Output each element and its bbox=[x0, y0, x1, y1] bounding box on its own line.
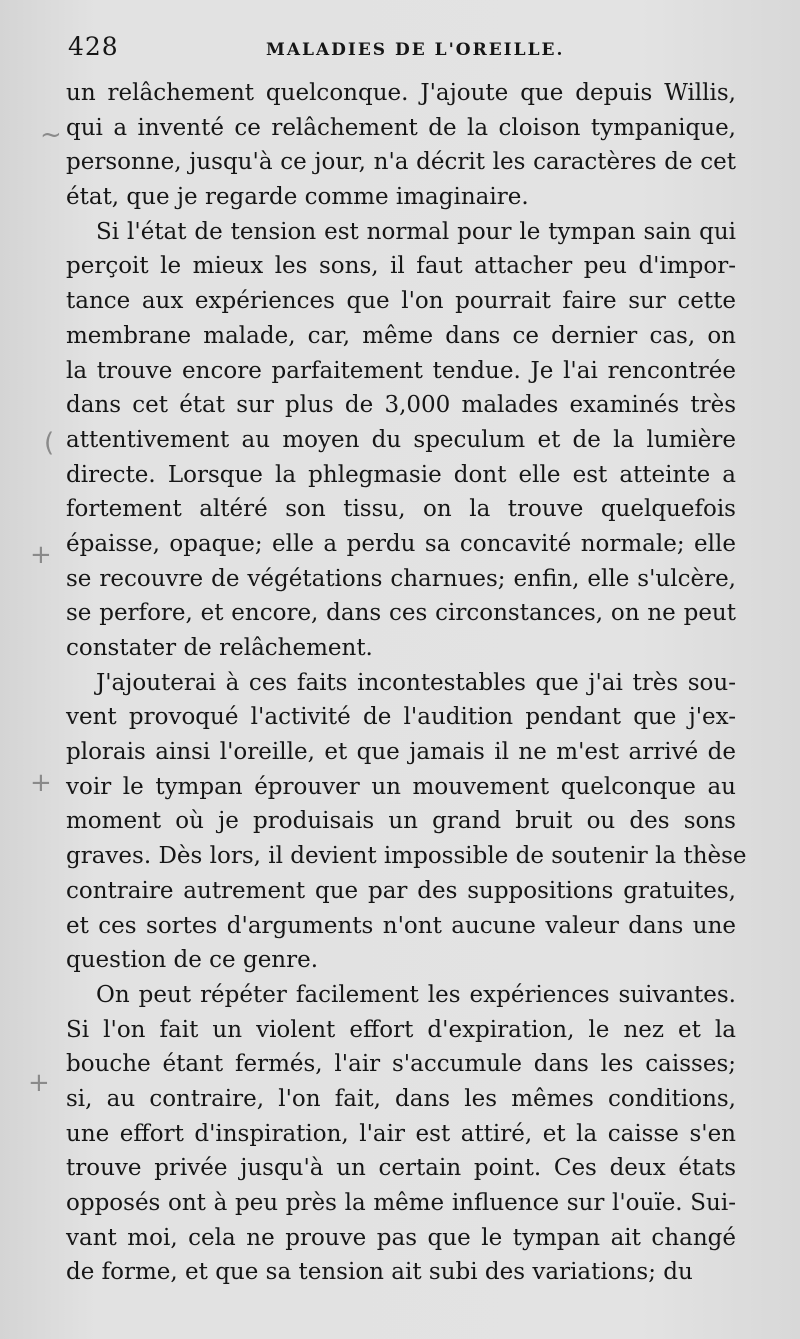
paragraph bbox=[66, 666, 747, 978]
paragraph bbox=[66, 215, 736, 666]
text-line: On peut répéter facilement les expériences suivantes. bbox=[96, 981, 736, 1008]
page-header bbox=[68, 32, 734, 72]
text-line: perçoit le mieux les sons, il faut attacher peu d'impor- bbox=[66, 253, 736, 280]
text-line: un relâchement quelconque. J'ajoute que depuis Willis, bbox=[66, 80, 736, 106]
text-line: vant moi, cela ne prouve pas que le tympan ait changé bbox=[66, 1224, 736, 1251]
text-line: vent provoqué l'activité de l'audition pendant que j'ex- bbox=[66, 704, 736, 731]
text-line: J'ajouterai à ces faits incontestables que j'ai très sou- bbox=[96, 669, 736, 696]
running-title: MALADIES DE L'OREILLE. bbox=[266, 40, 565, 60]
margin-mark: + bbox=[30, 768, 52, 798]
text-line: fortement altéré son tissu, on la trouve quelquefois bbox=[66, 496, 736, 523]
text-line: épaisse, opaque; elle a perdu sa concavité normale; elle bbox=[66, 530, 736, 557]
text-line: se perfore, et encore, dans ces circonstances, on ne peut bbox=[66, 600, 736, 627]
margin-mark: + bbox=[30, 540, 52, 570]
text-line: et ces sortes d'arguments n'ont aucune valeur dans une bbox=[66, 912, 736, 939]
text-line: Si l'état de tension est normal pour le tympan sain qui bbox=[96, 218, 736, 245]
margin-mark: + bbox=[28, 1068, 50, 1098]
body-text bbox=[66, 76, 747, 1290]
text-line: constater de relâchement. bbox=[66, 635, 373, 661]
text-line: membrane malade, car, même dans ce dernier cas, on bbox=[66, 322, 736, 349]
text-line: dans cet état sur plus de 3,000 malades examinés très bbox=[66, 392, 736, 419]
text-line: se recouvre de végétations charnues; enfin, elle s'ulcère, bbox=[66, 565, 736, 592]
text-line: graves. Dès lors, il devient impossible de soutenir la thèse bbox=[66, 843, 747, 870]
text-line: bouche étant fermés, l'air s'accumule dans les caisses; bbox=[66, 1051, 736, 1078]
text-line: Si l'on fait un violent effort d'expiration, le nez et la bbox=[66, 1016, 736, 1043]
text-line: directe. Lorsque la phlegmasie dont elle est atteinte a bbox=[66, 461, 736, 488]
text-line: personne, jusqu'à ce jour, n'a décrit les caractères de cet bbox=[66, 149, 736, 176]
text-line: plorais ainsi l'oreille, et que jamais il ne m'est arrivé de bbox=[66, 739, 736, 766]
text-line: la trouve encore parfaitement tendue. Je l'ai rencontrée bbox=[66, 357, 736, 384]
paragraph bbox=[66, 978, 736, 1290]
text-line: question de ce genre. bbox=[66, 947, 319, 974]
margin-mark: ~ bbox=[40, 120, 62, 150]
page-number: 428 bbox=[68, 32, 119, 61]
text-line: moment où je produisais un grand bruit ou des sons bbox=[66, 808, 736, 835]
text-line: de forme, et que sa tension ait subi des variations; du bbox=[66, 1259, 693, 1286]
text-line: trouve privée jusqu'à un certain point. Ces deux états bbox=[66, 1155, 736, 1182]
text-line: contraire autrement que par des suppositions gratuites, bbox=[66, 877, 736, 904]
text-line: une effort d'inspiration, l'air est attiré, et la caisse s'en bbox=[66, 1120, 736, 1147]
text-line: qui a inventé ce relâchement de la cloison tympanique, bbox=[66, 114, 736, 141]
paragraph bbox=[66, 76, 736, 215]
text-line: état, que je regarde comme imaginaire. bbox=[66, 184, 529, 211]
text-line: si, au contraire, l'on fait, dans les mêmes conditions, bbox=[66, 1085, 736, 1112]
text-line: tance aux expériences que l'on pourrait faire sur cette bbox=[66, 288, 736, 315]
margin-mark: ( bbox=[44, 428, 55, 458]
text-line: opposés ont à peu près la même influence sur l'ouïe. Sui- bbox=[66, 1190, 736, 1216]
text-line: attentivement au moyen du speculum et de la lumière bbox=[66, 426, 736, 453]
text-line: voir le tympan éprouver un mouvement quelconque au bbox=[66, 773, 736, 800]
